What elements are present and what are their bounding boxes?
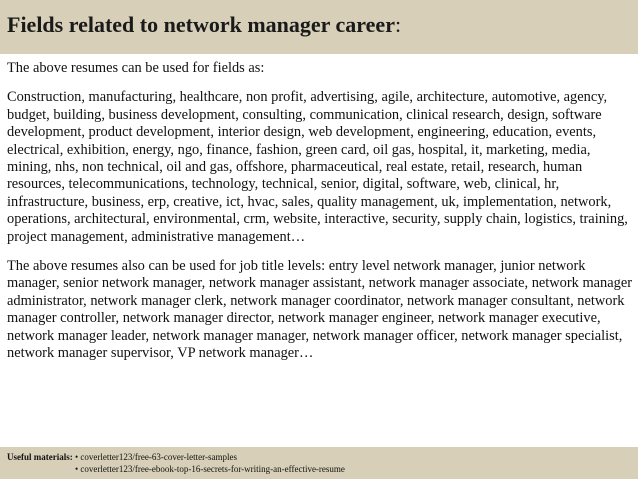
footer-bar xyxy=(0,447,638,479)
useful-materials xyxy=(7,451,345,475)
page-title-colon: : xyxy=(394,12,402,37)
cover-letter-samples-link[interactable]: • coverletter123/free-63-cover-letter-samples xyxy=(74,452,237,462)
job-titles-paragraph: The above resumes also can be used for job title levels: entry level network manager, junior network manager, senior network manager, network manager assistant, network manager associate, network manager administrator, network manager clerk, network manager coordinator, network manager consultant, network manager controller, network manager director, network manager engineer, network manager executive, network manager leader, network manager manager, network manager officer, network manager specialist, network manager supervisor, VP network manager… xyxy=(7,258,633,362)
intro-text: The above resumes can be used for fields as: xyxy=(7,60,265,76)
resume-ebook-link[interactable]: • coverletter123/free-ebook-top-16-secrets-for-writing-an-effective-resume xyxy=(75,464,345,474)
footer-row-1 xyxy=(7,451,345,463)
fields-paragraph: Construction, manufacturing, healthcare, non profit, advertising, agile, architecture, automotive, agency, budget, building, business development, consulting, communication, clinical research, design, software development, product development, interior design, web development, engineering, education, events, electrical, exhibition, energy, ngo, finance, fashion, green card, oil gas, hospital, it, marketing, media, mining, nhs, non technical, oil and gas, offshore, pharmaceutical, real estate, retail, research, human resources, telecommunications, technology, technical, senior, digital, software, web, clinical, hr, infrastructure, business, erp, creative, ict, hvac, sales, quality management, uk, implementation, network, operations, architectural, environmental, crm, website, interactive, security, supply chain, logistics, training, project management, administrative management… xyxy=(7,89,628,245)
page-title-text: Fields related to network manager career xyxy=(7,12,395,37)
main-content xyxy=(7,60,633,363)
footer-label: Useful materials: xyxy=(7,452,73,462)
page-title xyxy=(7,12,401,38)
footer-row-2 xyxy=(7,463,345,475)
title-bar xyxy=(0,0,638,54)
